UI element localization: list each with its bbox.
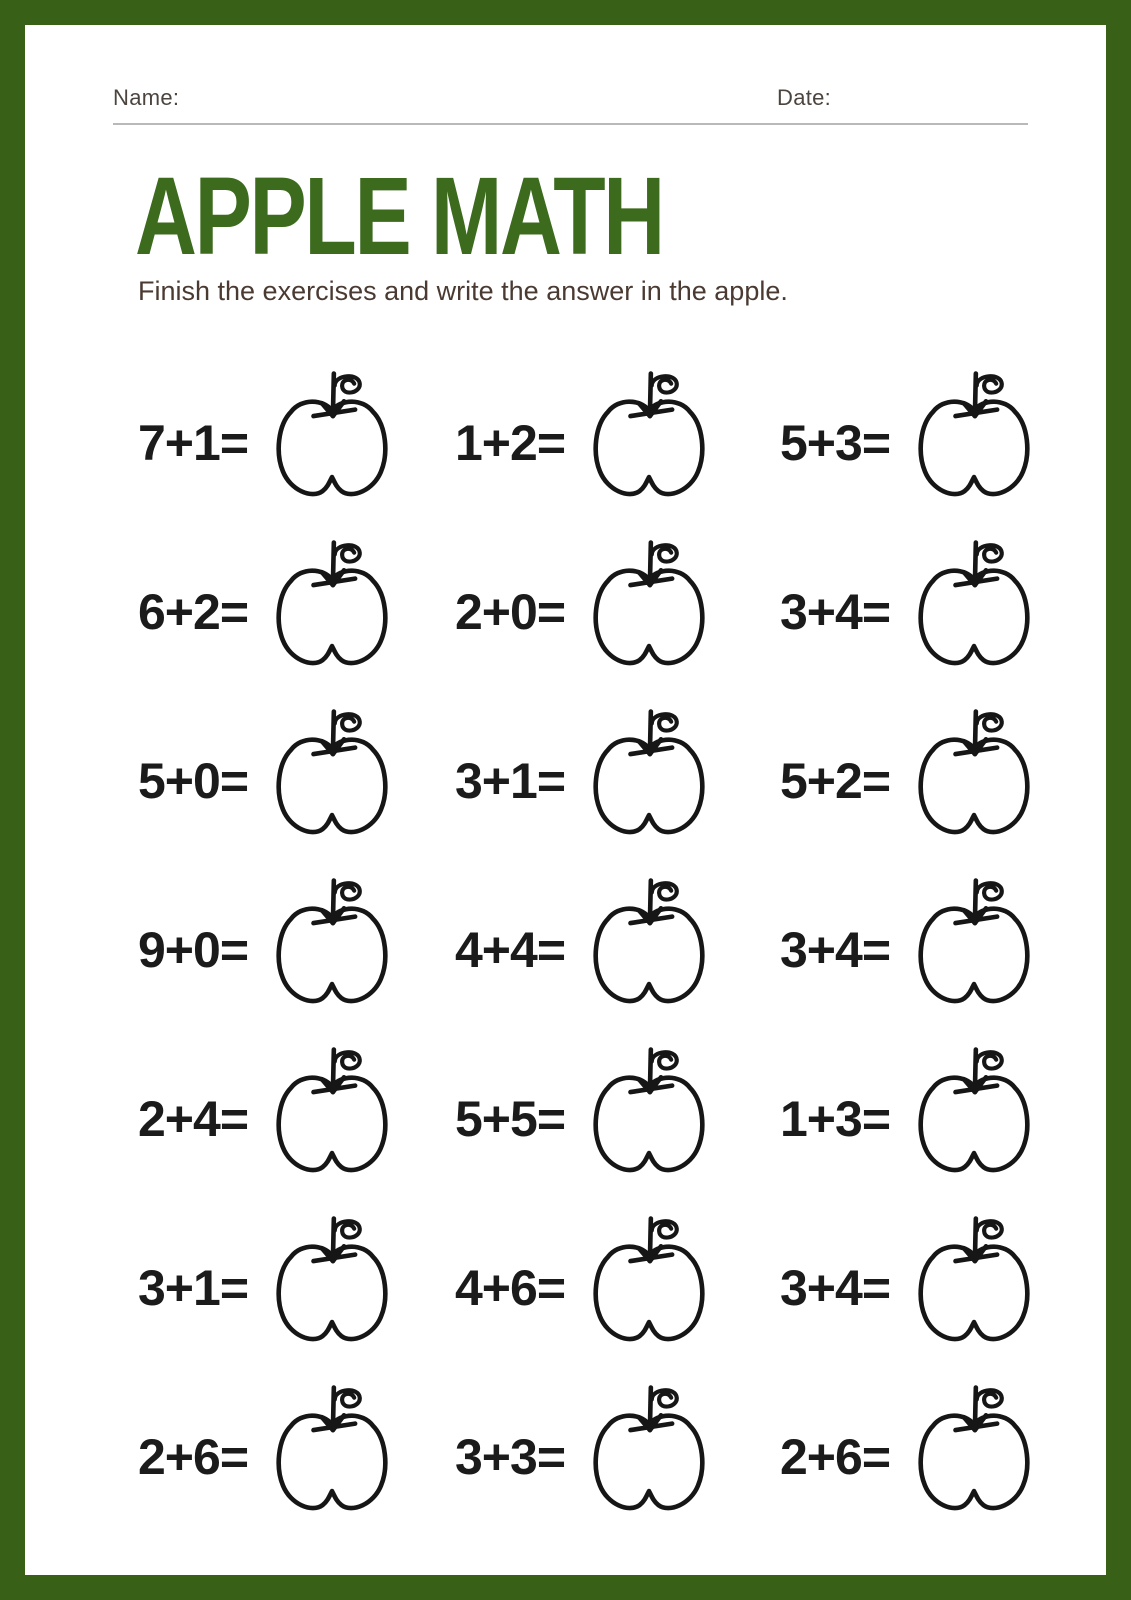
apple-outline-icon[interactable]: [270, 537, 394, 672]
apple-outline-icon[interactable]: [912, 368, 1036, 503]
apple-outline-icon[interactable]: [587, 1044, 711, 1179]
problem-text: 7+1=: [138, 414, 249, 471]
date-label: Date:: [777, 85, 832, 110]
problem-text: 6+2=: [138, 583, 249, 640]
apple-outline-icon[interactable]: [587, 1213, 711, 1348]
apple-outline-icon[interactable]: [270, 875, 394, 1010]
problem-text: 5+5=: [455, 1090, 566, 1147]
problem-cell: [780, 1365, 1068, 1534]
apple-outline-icon[interactable]: [912, 537, 1036, 672]
apple-outline-icon[interactable]: [912, 1382, 1036, 1517]
problem-cell: [138, 689, 455, 858]
problem-cell: [455, 1196, 780, 1365]
problem-cell: [138, 520, 455, 689]
problem-text: 2+4=: [138, 1090, 249, 1147]
apple-outline-icon[interactable]: [587, 1382, 711, 1517]
problem-text: 2+6=: [780, 1428, 891, 1485]
problem-text: 4+4=: [455, 921, 566, 978]
apple-outline-icon[interactable]: [587, 706, 711, 841]
problem-text: 5+0=: [138, 752, 249, 809]
problem-cell: [780, 1196, 1068, 1365]
problem-text: 2+6=: [138, 1428, 249, 1485]
problem-cell: [780, 351, 1068, 520]
problem-cell: [780, 858, 1068, 1027]
problem-cell: [455, 351, 780, 520]
apple-outline-icon[interactable]: [270, 1382, 394, 1517]
problem-cell: [138, 351, 455, 520]
problem-cell: [455, 520, 780, 689]
problem-text: 5+2=: [780, 752, 891, 809]
problem-text: 2+0=: [455, 583, 566, 640]
apple-outline-icon[interactable]: [270, 1044, 394, 1179]
problem-text: 3+3=: [455, 1428, 566, 1485]
problem-cell: [780, 520, 1068, 689]
apple-outline-icon[interactable]: [912, 875, 1036, 1010]
problem-cell: [455, 1027, 780, 1196]
name-label: Name:: [113, 85, 180, 110]
problem-text: 3+4=: [780, 583, 891, 640]
problem-cell: [138, 1196, 455, 1365]
apple-outline-icon[interactable]: [270, 706, 394, 841]
problem-cell: [138, 1027, 455, 1196]
problem-text: 1+3=: [780, 1090, 891, 1147]
problem-cell: [455, 858, 780, 1027]
apple-outline-icon[interactable]: [912, 1044, 1036, 1179]
apple-outline-icon[interactable]: [912, 706, 1036, 841]
apple-outline-icon[interactable]: [270, 1213, 394, 1348]
problem-cell: [138, 858, 455, 1027]
problem-text: 3+1=: [138, 1259, 249, 1316]
problem-text: 3+4=: [780, 921, 891, 978]
problem-text: 3+1=: [455, 752, 566, 809]
apple-outline-icon[interactable]: [587, 537, 711, 672]
page-subtitle: Finish the exercises and write the answer in the apple.: [138, 276, 788, 306]
problem-text: 9+0=: [138, 921, 249, 978]
name-date-header: [113, 85, 1028, 125]
problem-cell: [780, 689, 1068, 858]
problem-text: 3+4=: [780, 1259, 891, 1316]
apple-outline-icon[interactable]: [270, 368, 394, 503]
apple-outline-icon[interactable]: [912, 1213, 1036, 1348]
apple-outline-icon[interactable]: [587, 368, 711, 503]
problem-text: 4+6=: [455, 1259, 566, 1316]
problem-text: 1+2=: [455, 414, 566, 471]
problem-cell: [138, 1365, 455, 1534]
page-title: APPLE MATH: [135, 155, 663, 278]
problem-text: 5+3=: [780, 414, 891, 471]
problem-cell: [780, 1027, 1068, 1196]
problem-cell: [455, 689, 780, 858]
apple-outline-icon[interactable]: [587, 875, 711, 1010]
problems-grid: [138, 351, 1018, 1534]
problem-cell: [455, 1365, 780, 1534]
